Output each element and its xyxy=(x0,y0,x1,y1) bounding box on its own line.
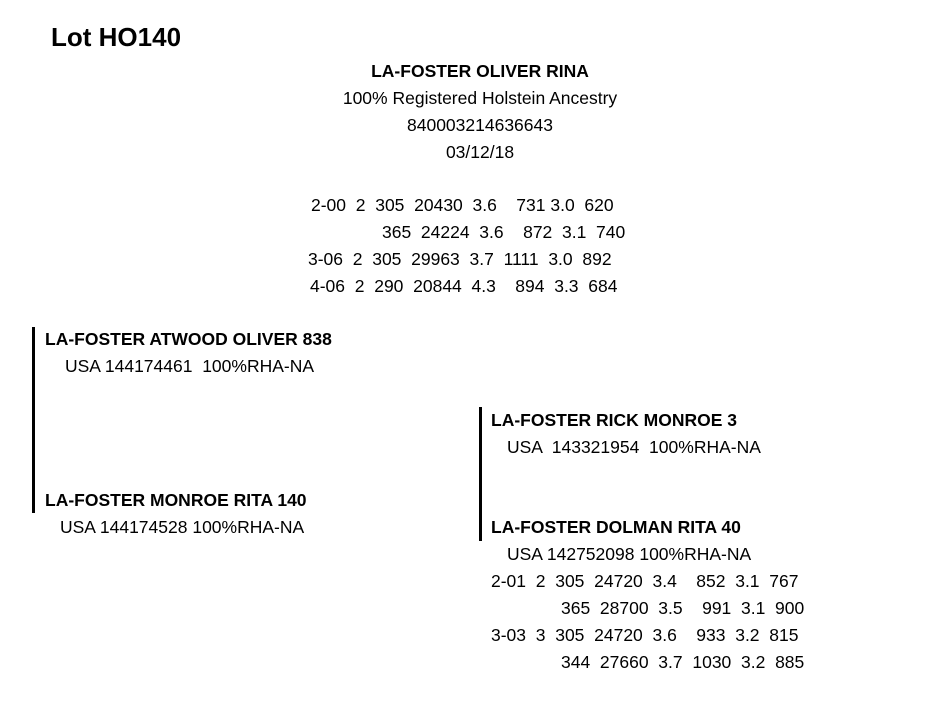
maternal-granddam-registration: USA 142752098 100%RHA-NA xyxy=(507,544,752,564)
animal-record-3: 3-06 2 305 29963 3.7 1111 3.0 892 xyxy=(308,249,612,269)
granddam-record-3: 3-03 3 305 24720 3.6 933 3.2 815 xyxy=(491,625,799,645)
sire-name: LA-FOSTER ATWOOD OLIVER 838 xyxy=(45,329,332,349)
animal-id: 840003214636643 xyxy=(407,115,553,135)
maternal-grandsire-registration: USA 143321954 100%RHA-NA xyxy=(507,437,761,457)
animal-name: LA-FOSTER OLIVER RINA xyxy=(371,61,589,81)
dam-registration: USA 144174528 100%RHA-NA xyxy=(60,517,305,537)
granddam-record-4: 344 27660 3.7 1030 3.2 885 xyxy=(561,652,805,672)
lot-label: Lot HO140 xyxy=(51,22,182,52)
dam-name: LA-FOSTER MONROE RITA 140 xyxy=(45,490,307,510)
granddam-record-2: 365 28700 3.5 991 3.1 900 xyxy=(561,598,805,618)
sire-registration: USA 144174461 100%RHA-NA xyxy=(65,356,315,376)
animal-ancestry: 100% Registered Holstein Ancestry xyxy=(342,88,618,108)
granddam-record-1: 2-01 2 305 24720 3.4 852 3.1 767 xyxy=(491,571,799,591)
animal-birth-date: 03/12/18 xyxy=(445,142,515,162)
pedigree-bracket-right xyxy=(479,407,482,541)
animal-record-2: 365 24224 3.6 872 3.1 740 xyxy=(382,222,626,242)
animal-record-4: 4-06 2 290 20844 4.3 894 3.3 684 xyxy=(310,276,618,296)
maternal-granddam-name: LA-FOSTER DOLMAN RITA 40 xyxy=(491,517,741,537)
pedigree-bracket-left xyxy=(32,327,35,513)
maternal-grandsire-name: LA-FOSTER RICK MONROE 3 xyxy=(491,410,737,430)
animal-record-1: 2-00 2 305 20430 3.6 731 3.0 620 xyxy=(311,195,614,215)
